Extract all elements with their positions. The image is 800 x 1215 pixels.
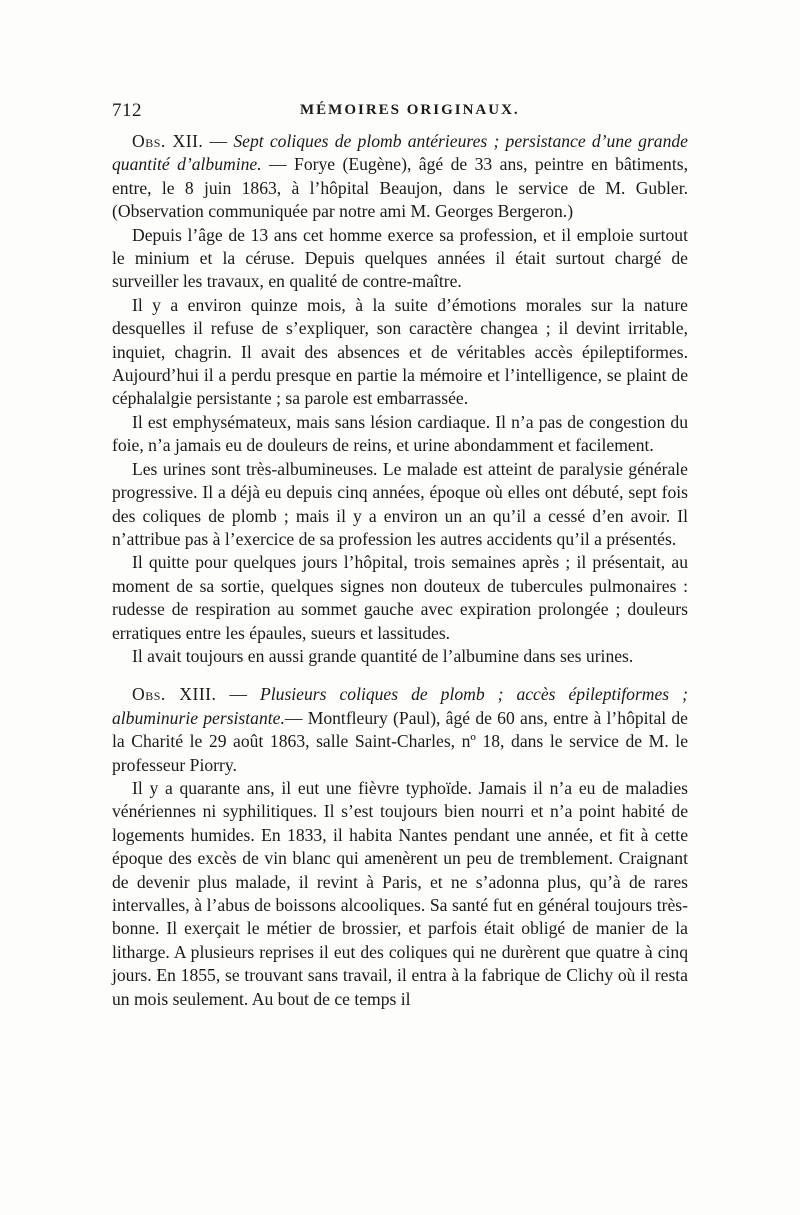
- obs-12-paragraph-6: Il avait toujours en aussi grande quantité de l’albumine dans ses urines.: [132, 645, 634, 666]
- obs-12-paragraph-5: Il quitte pour quelques jours l’hôpital, trois semaines après ; il présentait, au moment de sa sortie, quelques signes non douteux de tubercules pulmonaires : rudesse de respiration au sommet gauche avec expiration prolongée ; douleurs erratiques entre les épaules, sueurs et lassitudes.: [112, 552, 688, 643]
- section-gap: [112, 668, 688, 683]
- obs-13-intro: — Montfleury (Paul), âgé de 60 ans, entre à l’hôpital de la Charité le 29 août 1863, salle Saint-Charles, nº 18, dans le service de M. le professeur Piorry.: [112, 707, 688, 775]
- page-header: [112, 100, 692, 126]
- obs-12-paragraph-4: Les urines sont très-albumineuses. Le malade est atteint de paralysie générale progressive. Il a déjà eu depuis cinq années, époque où elles ont débuté, sept fois des coliques de plomb ; mais il y a environ un an qu’il a cessé d’en avoir. Il n’attribue pas à l’exercice de sa profession les autres accidents qu’il a présentés.: [112, 458, 688, 549]
- obs-13-label: Obs. XIII.: [132, 684, 217, 705]
- obs-12-intro: — Forye (Eugène), âgé de 33 ans, peintre en bâtiments, entre, le 8 juin 1863, à l’hôpital Beaujon, dans le service de M. Gubler. (Observation communiquée par notre ami M. Georges Bergeron.): [112, 154, 688, 222]
- running-title: MÉMOIRES ORIGINAUX.: [300, 102, 520, 118]
- obs-12-paragraph-3: Il est emphysémateux, mais sans lésion cardiaque. Il n’a pas de congestion du foie, n’a jamais eu de douleurs de reins, et urine abondamment et facilement.: [112, 411, 688, 456]
- obs-12-paragraph-1: Depuis l’âge de 13 ans cet homme exerce sa profession, et il emploie surtout le minium et la céruse. Depuis quelques années il était surtout chargé de surveiller les travaux, en qualité de contre-maître.: [112, 224, 688, 292]
- obs-13-paragraph-1: Il y a quarante ans, il eut une fièvre typhoïde. Jamais il n’a eu de maladies vénériennes ni syphilitiques. Il s’est toujours bien nourri et n’a point habité de logements humides. En 1833, il habita Nantes pendant une année, et fit à cette époque des excès de vin blanc qui amenèrent un peu de tremblement. Craignant de devenir plus malade, il revint à Paris, et ne s’adonna plus, qu’à de rares intervalles, à l’abus de boissons alcooliques. Sa santé fut en général toujours très-bonne. Il exerçait le métier de brossier, et parfois était obligé de manier de la litharge. A plusieurs reprises il eut des coliques qui ne durèrent que quatre à cinq jours. En 1855, se trouvant sans travail, il entra à la fabrique de Clichy où il resta un mois seulement. Au bout de ce temps il: [112, 777, 688, 1009]
- page-body: [112, 130, 688, 1011]
- obs-13-title: Plusieurs coliques de plomb ; accès épileptiformes ; albuminurie persistante.: [112, 684, 688, 728]
- obs-13-heading-paragraph: [112, 683, 688, 777]
- obs-12-heading-paragraph: [112, 130, 688, 224]
- obs-12-dash: —: [203, 131, 234, 151]
- page-number: 712: [112, 100, 142, 121]
- obs-12-label: Obs. XII.: [132, 131, 204, 151]
- obs-13-dash: —: [216, 684, 261, 705]
- obs-12-paragraph-2: Il y a environ quinze mois, à la suite d’émotions morales sur la nature desquelles il refuse de s’expliquer, son caractère changea ; il devint irritable, inquiet, chagrin. Il avait des absences et de véritables accès épileptiformes. Aujourd’hui il a perdu presque en partie la mémoire et l’intelligence, se plaint de céphalalgie persistante ; sa parole est embarrassée.: [112, 294, 688, 409]
- obs-12-title: Sept coliques de plomb antérieures ; persistance d’une grande quantité d’albumine.: [112, 131, 688, 175]
